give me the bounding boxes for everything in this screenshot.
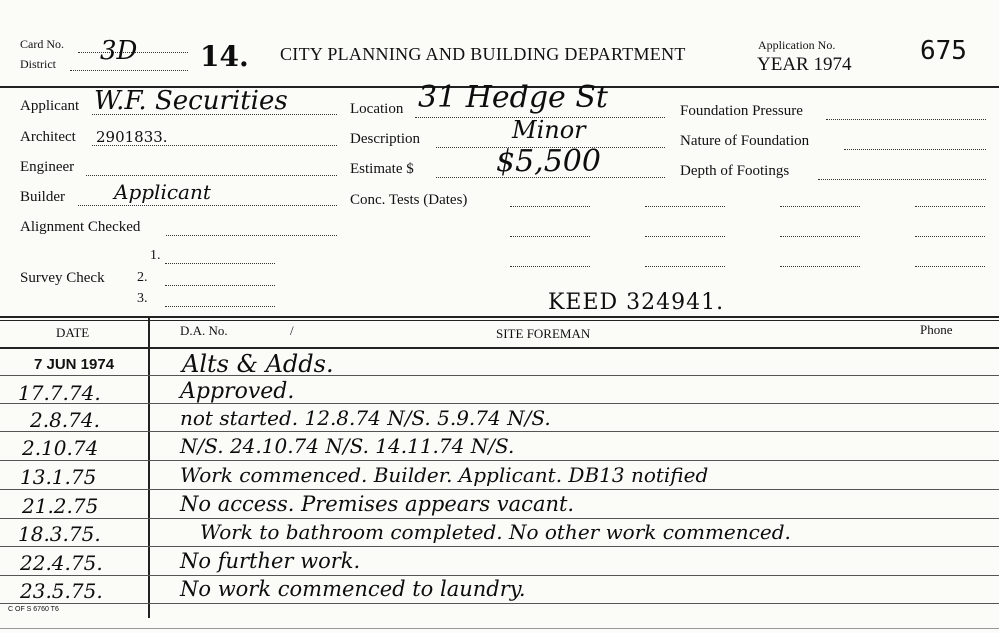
survey-line-3 xyxy=(165,306,275,307)
district-value: 14. xyxy=(200,40,249,73)
row-note-4: N/S. 24.10.74 N/S. 14.11.74 N/S. xyxy=(180,434,515,458)
applicant-label: Applicant xyxy=(20,98,80,114)
keed-number: KEED 324941. xyxy=(548,290,725,315)
conc-line-3 xyxy=(780,206,860,207)
date-header: DATE xyxy=(56,325,90,340)
survey-label: Survey Check xyxy=(20,270,105,286)
conc-line-7 xyxy=(780,236,860,237)
card-no-label: Card No. xyxy=(20,37,64,51)
conc-line-1 xyxy=(510,206,590,207)
row-rule-2 xyxy=(0,403,999,404)
district-line xyxy=(70,70,188,71)
architect-value: 2901833. xyxy=(96,128,168,146)
survey-number-1: 1. xyxy=(150,248,161,263)
depth-footings-line xyxy=(818,179,986,180)
engineer-line xyxy=(86,175,337,176)
row-rule-9 xyxy=(0,603,999,604)
engineer-label: Engineer xyxy=(20,159,75,175)
card-no-value: 3D xyxy=(100,36,138,66)
conc-line-2 xyxy=(645,206,725,207)
row-date-8: 22.4.75. xyxy=(20,551,103,575)
conc-line-10 xyxy=(645,266,725,267)
foundation-pressure-line xyxy=(826,119,986,120)
form-code: C OF S 6760 T6 xyxy=(8,606,59,613)
location-value: 31 Hedge St xyxy=(418,80,608,115)
row-rule-7 xyxy=(0,546,999,547)
estimate-label: Estimate $ xyxy=(350,161,414,177)
depth-footings-label: Depth of Footings xyxy=(680,163,790,179)
row-rule-3 xyxy=(0,431,999,432)
row-note-7: Work to bathroom completed. No other work commenced. xyxy=(200,520,791,544)
applicant-value: W.F. Securities xyxy=(94,86,288,116)
bottom-edge-rule xyxy=(0,628,999,629)
row-date-5: 13.1.75 xyxy=(20,465,97,489)
estimate-value: $5,500 xyxy=(496,144,601,179)
year-label: YEAR 1974 xyxy=(757,54,852,75)
row-date-2: 17.7.74. xyxy=(18,381,101,405)
foundation-pressure-label: Foundation Pressure xyxy=(680,103,803,119)
row-note-6: No access. Premises appears vacant. xyxy=(180,492,575,516)
application-no-value: 675 xyxy=(920,36,967,66)
alignment-line xyxy=(166,235,337,236)
row-rule-8 xyxy=(0,575,999,576)
architect-label: Architect xyxy=(20,129,76,145)
row-date-7: 18.3.75. xyxy=(18,522,101,546)
row-note-9: No work commenced to laundry. xyxy=(180,577,526,601)
conc-tests-label: Conc. Tests (Dates) xyxy=(350,192,468,208)
location-label: Location xyxy=(350,101,404,117)
row-date-3: 2.8.74. xyxy=(30,408,100,432)
row-date-9: 23.5.75. xyxy=(20,579,103,603)
da-header: D.A. No. xyxy=(180,323,228,338)
application-no-label: Application No. xyxy=(758,38,836,52)
survey-line-2 xyxy=(165,285,275,286)
row-note-5: Work commenced. Builder. Applicant. DB13 notified xyxy=(180,463,709,487)
row-note-8: No further work. xyxy=(180,549,361,573)
phone-header: Phone xyxy=(920,322,953,337)
row-note-2: Approved. xyxy=(180,379,295,404)
date-column-divider xyxy=(148,318,150,618)
conc-line-6 xyxy=(645,236,725,237)
nature-foundation-line xyxy=(844,149,986,150)
site-foreman-header: SITE FOREMAN xyxy=(496,326,591,341)
alignment-label: Alignment Checked xyxy=(20,219,141,235)
survey-number-2: 2. xyxy=(137,270,148,285)
conc-line-11 xyxy=(780,266,860,267)
da-slash: / xyxy=(290,323,294,338)
row-rule-4 xyxy=(0,460,999,461)
survey-number-3: 3. xyxy=(137,291,148,306)
row-rule-6 xyxy=(0,518,999,519)
description-value: Minor xyxy=(512,116,586,144)
builder-line xyxy=(78,205,337,206)
row-rule-1 xyxy=(0,375,999,376)
survey-line-1 xyxy=(165,263,275,264)
conc-line-4 xyxy=(915,206,985,207)
description-label: Description xyxy=(350,131,420,147)
conc-line-9 xyxy=(510,266,590,267)
row-note-1: Alts & Adds. xyxy=(182,350,334,378)
builder-label: Builder xyxy=(20,189,65,205)
builder-value: Applicant xyxy=(114,180,211,204)
row-note-3: not started. 12.8.74 N/S. 5.9.74 N/S. xyxy=(180,406,551,430)
row-date-6: 21.2.75 xyxy=(22,494,99,518)
row-date-4: 2.10.74 xyxy=(22,436,99,460)
nature-foundation-label: Nature of Foundation xyxy=(680,133,810,149)
row-date-1: 7 JUN 1974 xyxy=(34,356,115,373)
row-rule-5 xyxy=(0,489,999,490)
conc-line-12 xyxy=(915,266,985,267)
department-title: CITY PLANNING AND BUILDING DEPARTMENT xyxy=(280,44,686,64)
conc-line-5 xyxy=(510,236,590,237)
district-label: District xyxy=(20,57,56,71)
conc-line-8 xyxy=(915,236,985,237)
